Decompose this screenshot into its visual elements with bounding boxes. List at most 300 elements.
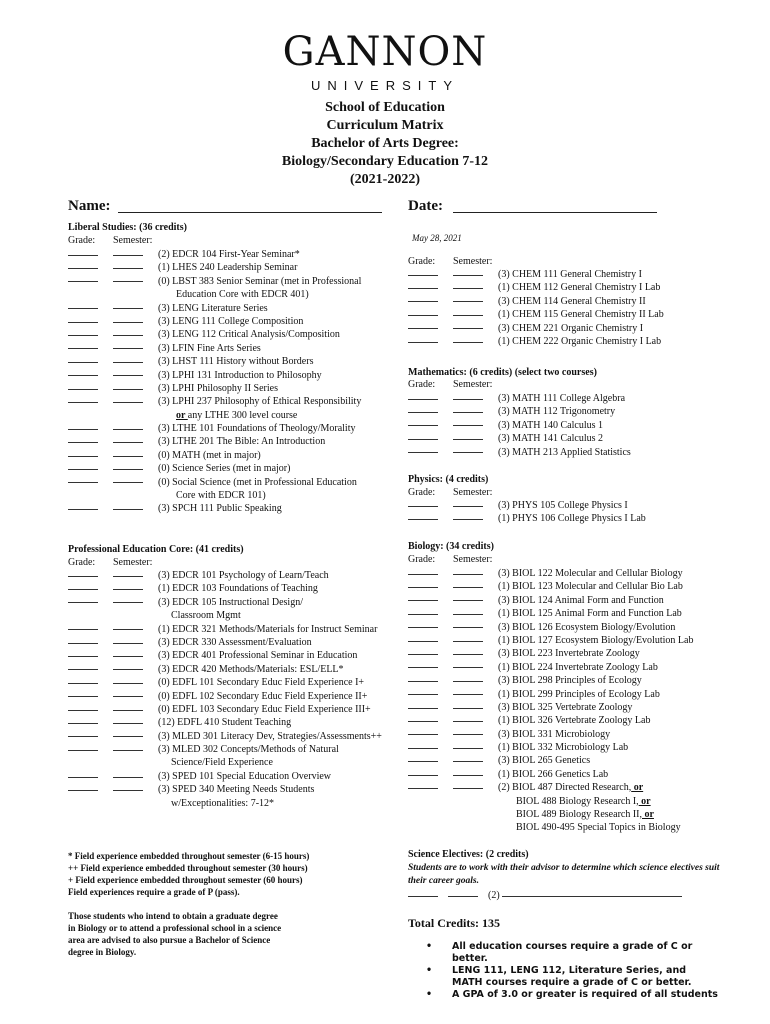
semester-blank[interactable] [113, 388, 143, 390]
requirement-line [426, 989, 736, 1001]
grade-blank[interactable] [408, 327, 438, 329]
semester-blank[interactable] [453, 733, 483, 735]
course-text: (3) BIOL 122 Molecular and Cellular Biology [498, 568, 683, 579]
course-label [158, 436, 325, 447]
course-row [68, 382, 361, 395]
semester-blank[interactable] [113, 749, 143, 751]
note-line: Those students who intend to obtain a graduate degree [68, 911, 278, 921]
course-label [158, 276, 361, 287]
course-label [498, 282, 660, 293]
liberal-course-list [68, 248, 361, 516]
science-elective-row [408, 889, 682, 902]
grade-blank[interactable] [408, 599, 438, 601]
elective-credit: (2) [488, 890, 500, 901]
semester-blank[interactable] [113, 588, 143, 590]
course-text: (3) MATH 140 Calculus 1 [498, 419, 603, 431]
course-text: BIOL 490-495 Special Topics in Biology [516, 822, 681, 834]
course-text: (0) EDFL 103 Secondary Educ Field Experience III+ [158, 703, 371, 715]
physics-title: Physics: (4 credits) [408, 474, 489, 485]
course-text: (3) CHEM 221 Organic Chemistry I [498, 322, 644, 334]
grade-blank[interactable] [408, 666, 438, 668]
course-text: (3) LENG 112 Critical Analysis/Composition [158, 329, 340, 341]
course-row [408, 268, 664, 281]
semester-blank[interactable] [453, 626, 483, 628]
grade-blank[interactable] [408, 707, 438, 709]
course-label [498, 742, 628, 753]
course-text: (3) BIOL 265 Genetics [498, 755, 591, 767]
course-label [498, 622, 675, 633]
course-label [158, 717, 291, 728]
field-experience-notes [68, 850, 309, 898]
semester-blank[interactable] [453, 707, 483, 709]
semester-blank[interactable] [113, 508, 143, 510]
semester-blank[interactable] [453, 720, 483, 722]
requirement-text: better. [452, 953, 488, 964]
semester-blank[interactable] [113, 361, 143, 363]
course-text: (3) LENG Literature Series [158, 302, 268, 314]
semester-blank[interactable] [113, 575, 143, 577]
course-row [68, 756, 382, 769]
science-electives-title: Science Electives: (2 credits) [408, 849, 529, 860]
course-row [408, 567, 693, 580]
course-row [68, 449, 361, 462]
semester-header: Semester: [453, 379, 493, 390]
grade-blank[interactable] [408, 895, 438, 897]
course-label [498, 420, 603, 431]
course-row [408, 405, 631, 418]
course-text: (3) MATH 112 Trigonometry [498, 406, 616, 418]
course-row [408, 335, 664, 348]
course-row [68, 355, 361, 368]
course-text: (3) SPED 101 Special Education Overview [158, 770, 332, 782]
name-field[interactable] [118, 212, 382, 213]
requirement-text: All education courses require a grade of C or [452, 941, 693, 952]
grade-blank[interactable] [408, 693, 438, 695]
course-row [408, 821, 693, 834]
course-row [68, 623, 382, 636]
university-logo: GANNON [282, 29, 488, 75]
biology-title: Biology: (34 credits) [408, 541, 494, 552]
course-row [68, 302, 361, 315]
course-label [516, 796, 651, 807]
semester-blank[interactable] [453, 424, 483, 426]
semester-blank[interactable] [113, 374, 143, 376]
course-label [158, 731, 382, 742]
professional-core-title: Professional Education Core: (41 credits) [68, 544, 244, 555]
course-text: (1) BIOL 299 Principles of Ecology Lab [498, 688, 660, 700]
grade-blank[interactable] [68, 695, 98, 697]
course-row [68, 489, 361, 502]
grade-blank[interactable] [68, 468, 98, 470]
course-text: (0) LBST 383 Senior Seminar (met in Professional [158, 275, 362, 287]
semester-blank[interactable] [113, 695, 143, 697]
grade-blank[interactable] [408, 733, 438, 735]
course-label [171, 757, 273, 768]
grade-blank[interactable] [68, 682, 98, 684]
semester-blank[interactable] [453, 640, 483, 642]
course-row [68, 770, 382, 783]
course-row [408, 594, 693, 607]
grade-header: Grade: [408, 379, 436, 390]
course-row [68, 716, 382, 729]
grade-blank[interactable] [408, 518, 438, 520]
course-text: (3) PHYS 105 College Physics I [498, 500, 628, 511]
semester-blank[interactable] [453, 287, 483, 289]
semester-blank[interactable] [113, 347, 143, 349]
semester-blank[interactable] [113, 280, 143, 282]
grade-blank[interactable] [68, 749, 98, 751]
semester-blank[interactable] [113, 334, 143, 336]
course-label [498, 323, 643, 334]
note-line: in Biology or to attend a professional school in a science [68, 923, 282, 933]
total-credits: Total Credits: 135 [408, 916, 501, 930]
grade-blank[interactable] [68, 267, 98, 269]
grade-blank[interactable] [408, 451, 438, 453]
grade-blank[interactable] [408, 424, 438, 426]
semester-blank[interactable] [453, 774, 483, 776]
semester-blank[interactable] [113, 628, 143, 630]
course-text: (2) EDCR 104 First-Year Seminar* [158, 249, 300, 260]
course-row [408, 621, 693, 634]
grade-blank[interactable] [408, 274, 438, 276]
semester-blank[interactable] [113, 682, 143, 684]
grade-blank[interactable] [408, 411, 438, 413]
grade-blank[interactable] [408, 720, 438, 722]
course-text: (1) BIOL 224 Invertebrate Zoology Lab [498, 661, 658, 673]
math-course-list [408, 392, 631, 459]
grade-blank[interactable] [68, 321, 98, 323]
course-row [408, 580, 693, 593]
semester-blank[interactable] [453, 398, 483, 400]
semester-header: Semester: [453, 256, 493, 267]
semester-blank[interactable] [453, 438, 483, 440]
grade-blank[interactable] [408, 300, 438, 302]
note-line: * Field experience embedded throughout semester (6-15 hours) [68, 851, 310, 861]
grade-blank[interactable] [408, 438, 438, 440]
course-row [408, 419, 631, 432]
course-text: (1) BIOL 123 Molecular and Cellular Bio Lab [498, 581, 683, 593]
semester-blank[interactable] [453, 586, 483, 588]
semester-blank[interactable] [113, 455, 143, 457]
course-label [158, 383, 278, 394]
grade-blank[interactable] [68, 668, 98, 670]
bullet-icon: • [426, 965, 433, 976]
course-label [158, 423, 356, 434]
requirement-line [426, 941, 736, 953]
university-logo-subtitle: UNIVERSITY [310, 78, 459, 93]
grade-blank[interactable] [68, 709, 98, 711]
course-row [408, 741, 693, 754]
grade-blank[interactable] [68, 575, 98, 577]
grade-blank[interactable] [408, 287, 438, 289]
grade-blank[interactable] [68, 374, 98, 376]
grade-blank[interactable] [68, 388, 98, 390]
semester-blank[interactable] [113, 401, 143, 403]
semester-blank[interactable] [453, 680, 483, 682]
course-label [498, 269, 642, 280]
grade-blank[interactable] [68, 642, 98, 644]
course-label [498, 309, 664, 320]
grade-blank[interactable] [408, 653, 438, 655]
course-text: (3) BIOL 331 Microbiology [498, 728, 611, 740]
course-text: (12) EDFL 410 Student Teaching [158, 717, 292, 729]
header-line: School of Education [325, 100, 445, 115]
semester-blank[interactable] [113, 267, 143, 269]
course-text: (3) EDCR 101 Psychology of Learn/Teach [158, 570, 329, 581]
grade-blank[interactable] [68, 655, 98, 657]
grade-blank[interactable] [68, 280, 98, 282]
course-label [171, 798, 274, 809]
elective-course-blank[interactable] [502, 895, 682, 897]
course-text: (1) CHEM 115 General Chemistry II Lab [498, 309, 664, 321]
course-text: (3) CHEM 111 General Chemistry I [498, 269, 642, 280]
course-label [498, 296, 646, 307]
grade-blank[interactable] [408, 640, 438, 642]
course-text: (3) MLED 302 Concepts/Methods of Natural [158, 744, 339, 756]
course-text: (3) LFIN Fine Arts Series [158, 342, 261, 354]
course-text: (1) EDCR 103 Foundations of Teaching [158, 583, 318, 595]
course-text: Science/Field Experience [171, 757, 273, 769]
grade-blank[interactable] [68, 441, 98, 443]
course-label [498, 336, 661, 347]
chemistry-course-list [408, 268, 664, 348]
course-label [516, 809, 654, 820]
semester-blank[interactable] [453, 573, 483, 575]
semester-blank[interactable] [113, 321, 143, 323]
course-row [68, 275, 361, 288]
semester-blank[interactable] [453, 787, 483, 789]
course-row [68, 462, 361, 475]
header-line: Biology/Secondary Education 7-12 [281, 154, 489, 169]
course-label [498, 447, 631, 458]
grade-blank[interactable] [68, 588, 98, 590]
semester-blank[interactable] [113, 776, 143, 778]
grade-blank[interactable] [408, 586, 438, 588]
semester-header: Semester: [453, 554, 493, 565]
grade-blank[interactable] [408, 626, 438, 628]
grade-blank[interactable] [408, 747, 438, 749]
semester-blank[interactable] [453, 300, 483, 302]
semester-blank[interactable] [453, 653, 483, 655]
grade-blank[interactable] [408, 774, 438, 776]
semester-blank[interactable] [113, 254, 143, 256]
course-label [158, 583, 318, 594]
grade-blank[interactable] [68, 455, 98, 457]
grade-blank[interactable] [68, 361, 98, 363]
course-label [498, 782, 643, 793]
semester-blank[interactable] [113, 709, 143, 711]
grade-blank[interactable] [68, 789, 98, 791]
grade-blank[interactable] [68, 628, 98, 630]
semester-blank[interactable] [113, 307, 143, 309]
grade-blank[interactable] [68, 601, 98, 603]
grade-header: Grade: [68, 557, 96, 568]
course-text: (3) MLED 301 Literacy Dev, Strategies/Assessments++ [158, 730, 382, 742]
course-label [158, 356, 313, 367]
course-label [158, 463, 290, 474]
course-row [68, 582, 382, 595]
course-row [408, 512, 646, 525]
course-label [498, 433, 603, 444]
course-label [498, 648, 640, 659]
grade-blank[interactable] [408, 760, 438, 762]
grade-blank[interactable] [68, 776, 98, 778]
grade-blank[interactable] [68, 347, 98, 349]
semester-blank[interactable] [113, 428, 143, 430]
course-text: BIOL 488 Biology Research I, [516, 795, 639, 807]
course-label [158, 343, 261, 354]
semester-blank[interactable] [113, 722, 143, 724]
course-row [408, 499, 646, 512]
course-row [68, 730, 382, 743]
course-row [408, 647, 693, 660]
semester-blank[interactable] [113, 655, 143, 657]
semester-blank[interactable] [453, 314, 483, 316]
semester-blank[interactable] [453, 327, 483, 329]
course-label [158, 771, 331, 782]
semester-blank[interactable] [113, 668, 143, 670]
grade-blank[interactable] [68, 481, 98, 483]
course-label [498, 662, 658, 673]
semester-blank[interactable] [453, 693, 483, 695]
grade-blank[interactable] [408, 613, 438, 615]
course-row [68, 248, 361, 261]
course-label [158, 570, 329, 581]
grade-header: Grade: [408, 256, 436, 267]
date-stamp: May 28, 2021 [412, 233, 462, 243]
semester-blank[interactable] [453, 411, 483, 413]
course-row [408, 714, 693, 727]
grade-blank[interactable] [408, 573, 438, 575]
course-text: (0) Social Science (met in Professional Education [158, 476, 357, 488]
grade-blank[interactable] [68, 307, 98, 309]
professional-course-list [68, 569, 382, 810]
semester-blank[interactable] [453, 274, 483, 276]
date-field[interactable] [453, 212, 657, 213]
header-line: (2021-2022) [350, 172, 420, 187]
grade-blank[interactable] [68, 428, 98, 430]
course-row [68, 569, 382, 582]
course-text: (1) PHYS 106 College Physics I Lab [498, 513, 646, 525]
semester-blank[interactable] [113, 601, 143, 603]
course-row [408, 432, 631, 445]
course-label [176, 410, 297, 421]
grade-blank[interactable] [68, 254, 98, 256]
grade-header: Grade: [68, 235, 96, 246]
semester-blank[interactable] [113, 441, 143, 443]
semester-blank[interactable] [113, 642, 143, 644]
grade-blank[interactable] [408, 314, 438, 316]
course-row [408, 308, 664, 321]
course-label [158, 396, 361, 407]
course-row [68, 636, 382, 649]
grade-blank[interactable] [68, 508, 98, 510]
course-label [158, 597, 303, 608]
semester-header: Semester: [113, 235, 153, 246]
course-text: (3) BIOL 124 Animal Form and Function [498, 594, 664, 606]
course-text: (1) LHES 240 Leadership Seminar [158, 262, 298, 274]
course-label [158, 624, 377, 635]
course-label [498, 715, 650, 726]
date-label: Date: [408, 198, 443, 214]
note-line: + Field experience embedded throughout semester (60 hours) [68, 875, 303, 885]
course-label [498, 635, 693, 646]
course-row [68, 743, 382, 756]
bullet-icon: • [426, 989, 433, 1000]
grade-blank[interactable] [408, 787, 438, 789]
semester-blank[interactable] [113, 735, 143, 737]
semester-blank[interactable] [453, 505, 483, 507]
course-text: (3) SPCH 111 Public Speaking [158, 503, 282, 515]
note-line: ++ Field experience embedded throughout semester (30 hours) [68, 863, 308, 873]
course-label [158, 316, 303, 327]
grade-blank[interactable] [408, 680, 438, 682]
course-text: (1) BIOL 332 Microbiology Lab [498, 742, 629, 754]
course-row [68, 342, 361, 355]
semester-blank[interactable] [453, 666, 483, 668]
course-label [158, 303, 268, 314]
semester-blank[interactable] [448, 895, 478, 897]
semester-blank[interactable] [453, 613, 483, 615]
course-text: (3) MATH 141 Calculus 2 [498, 433, 603, 445]
semester-blank[interactable] [453, 747, 483, 749]
course-label [158, 744, 339, 755]
semester-blank[interactable] [113, 481, 143, 483]
semester-blank[interactable] [453, 760, 483, 762]
semester-blank[interactable] [453, 599, 483, 601]
course-row [68, 315, 361, 328]
course-text: (3) LTHE 101 Foundations of Theology/Morality [158, 423, 356, 435]
grade-header: Grade: [408, 554, 436, 565]
course-text: (3) BIOL 126 Ecosystem Biology/Evolution [498, 621, 676, 633]
course-label [158, 262, 297, 273]
course-text: (3) EDCR 330 Assessment/Evaluation [158, 636, 312, 648]
course-label [498, 406, 615, 417]
course-label [158, 664, 344, 675]
course-text: (0) EDFL 102 Secondary Educ Field Experience II+ [158, 690, 368, 702]
grade-blank[interactable] [68, 735, 98, 737]
course-text: (3) SPED 340 Meeting Needs Students [158, 784, 315, 796]
course-text: (3) EDCR 420 Methods/Materials: ESL/ELL* [158, 663, 344, 675]
course-text: (3) EDCR 401 Professional Seminar in Education [158, 650, 358, 662]
note-line: degree in Biology. [68, 947, 137, 957]
course-label [171, 610, 241, 621]
semester-header: Semester: [453, 487, 493, 498]
course-text: (3) EDCR 105 Instructional Design/ [158, 596, 303, 608]
semester-blank[interactable] [113, 468, 143, 470]
grade-blank[interactable] [68, 401, 98, 403]
semester-blank[interactable] [113, 789, 143, 791]
grade-blank[interactable] [408, 341, 438, 343]
semester-blank[interactable] [453, 518, 483, 520]
course-row [68, 502, 361, 515]
course-row [68, 288, 361, 301]
grade-blank[interactable] [68, 722, 98, 724]
course-text: any LTHE 300 level course [187, 409, 298, 421]
semester-blank[interactable] [453, 451, 483, 453]
course-row [68, 328, 361, 341]
grade-blank[interactable] [408, 505, 438, 507]
course-label [158, 477, 357, 488]
or-label: or [631, 782, 644, 794]
semester-blank[interactable] [453, 341, 483, 343]
course-row [408, 781, 693, 794]
grade-blank[interactable] [68, 334, 98, 336]
requirements-list [426, 941, 736, 1001]
course-row [68, 395, 361, 408]
grade-blank[interactable] [408, 398, 438, 400]
course-text: (3) LPHI Philosophy II Series [158, 382, 278, 394]
